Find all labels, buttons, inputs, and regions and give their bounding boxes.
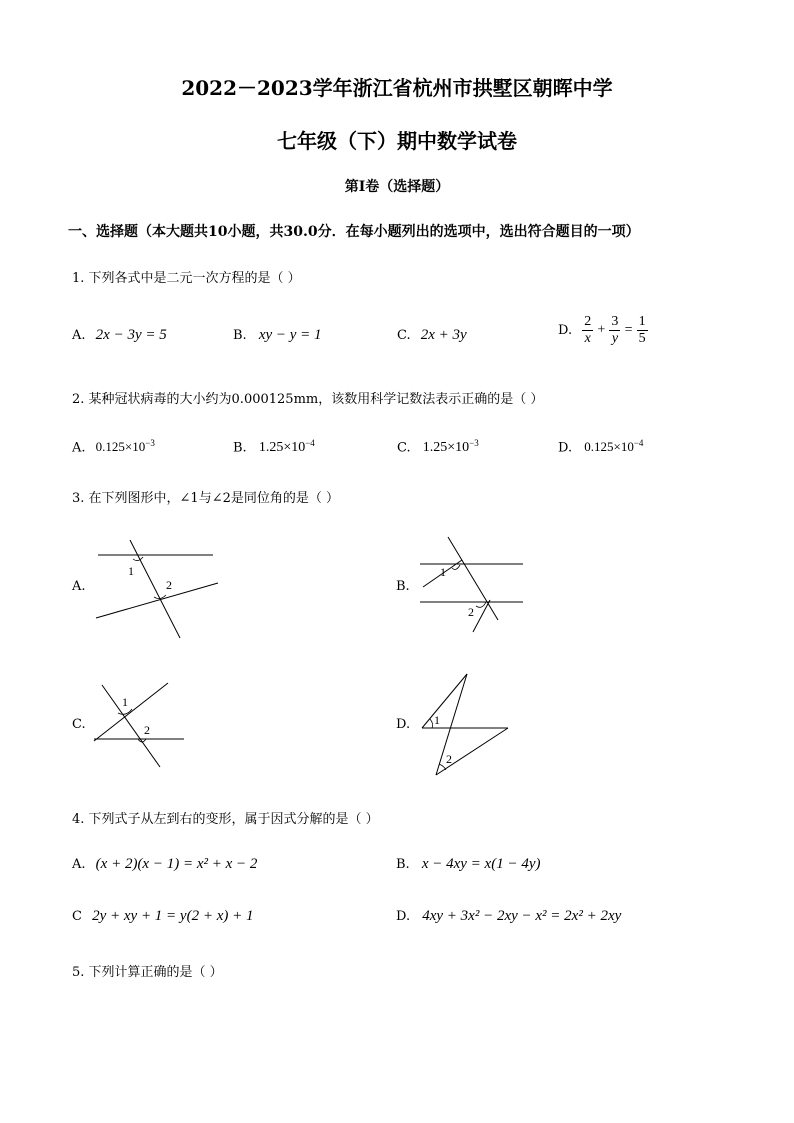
q1-option-c[interactable] bbox=[397, 327, 467, 344]
option-label: B. bbox=[233, 440, 247, 456]
q1-option-a[interactable] bbox=[72, 327, 167, 344]
fraction-2-over-x: $\frac{2}{x}$ bbox=[584, 314, 592, 346]
option-label: D. bbox=[558, 323, 573, 338]
option-label: A. bbox=[72, 440, 86, 456]
angle-1-label: 1 bbox=[434, 713, 440, 727]
q2-option-b-exp: −4 bbox=[305, 438, 315, 448]
q4-option-a-expr: (x + 2)(x − 1) = x² + x − 2 bbox=[95, 856, 258, 872]
angle-1-label: 1 bbox=[440, 565, 446, 579]
q2-option-b[interactable] bbox=[233, 438, 315, 456]
q1-option-b[interactable] bbox=[233, 327, 322, 344]
q3-figure-b bbox=[410, 532, 530, 638]
angle-2-label: 2 bbox=[144, 723, 150, 737]
question-4-stem: 4. 下列式子从左到右的变形，属于因式分解的是（ ） bbox=[72, 812, 379, 827]
option-label: C. bbox=[397, 328, 411, 343]
section-heading: 一、选择题（本大题共10小题，共30.0分．在每小题列出的选项中，选出符合题目的一项） bbox=[68, 224, 640, 240]
q3-option-b-label[interactable]: B. bbox=[396, 579, 410, 594]
q3-option-a-label[interactable]: A. bbox=[72, 579, 86, 594]
q1-option-d[interactable] bbox=[558, 314, 648, 347]
q2-option-a-exp: −3 bbox=[145, 438, 155, 448]
question-3-stem: 3. 在下列图形中，∠1与∠2是同位角的是（ ） bbox=[72, 491, 339, 506]
q2-option-c-exp: −3 bbox=[469, 438, 479, 448]
fraction-1-over-5: $\frac{1}{5}$ bbox=[638, 314, 646, 346]
q4-option-c-expr: 2y + xy + 1 = y(2 + x) + 1 bbox=[92, 908, 254, 924]
question-5-stem: 5. 下列计算正确的是（ ） bbox=[72, 965, 223, 980]
option-label: B. bbox=[396, 857, 410, 872]
question-2-stem: 2. 某种冠状病毒的大小约为0.000125mm，该数用科学记数法表示正确的是（ ） bbox=[72, 392, 544, 407]
q4-option-b-expr: x − 4xy = x(1 − 4y) bbox=[421, 856, 541, 872]
q2-option-a[interactable] bbox=[72, 438, 155, 455]
option-label: A. bbox=[72, 857, 86, 872]
option-label: D. bbox=[558, 440, 573, 456]
q4-option-c[interactable] bbox=[72, 908, 253, 925]
q1-option-b-expr: xy − y = 1 bbox=[258, 327, 322, 343]
q2-option-d[interactable] bbox=[558, 438, 643, 455]
exam-title-line1: 2022－2023学年浙江省杭州市拱墅区朝晖中学 bbox=[181, 76, 613, 100]
q4-option-b[interactable] bbox=[396, 856, 540, 873]
fraction-3-over-y: $\frac{3}{y}$ bbox=[611, 314, 619, 346]
q2-option-c[interactable] bbox=[397, 438, 479, 456]
option-label: C. bbox=[397, 440, 411, 456]
q2-option-a-base: 0.125×10 bbox=[95, 439, 146, 455]
q1-option-a-expr: 2x − 3y = 5 bbox=[95, 327, 167, 343]
q3-figure-a bbox=[90, 535, 220, 645]
angle-2-label: 2 bbox=[468, 605, 474, 619]
option-label: D. bbox=[396, 909, 411, 924]
q1-option-c-expr: 2x + 3y bbox=[420, 327, 467, 343]
q3-option-c-label[interactable]: C. bbox=[72, 717, 86, 732]
angle-2-label: 2 bbox=[166, 578, 172, 592]
angle-1-label: 1 bbox=[128, 564, 134, 578]
question-1-stem: 1. 下列各式中是二元一次方程的是（ ） bbox=[72, 271, 301, 286]
angle-2-label: 2 bbox=[446, 752, 452, 766]
q4-option-a[interactable] bbox=[72, 856, 257, 873]
q3-figure-d bbox=[412, 670, 522, 780]
q2-option-d-exp: −4 bbox=[633, 438, 644, 448]
q4-option-d-expr: 4xy + 3x² − 2xy − x² = 2x² + 2xy bbox=[422, 908, 622, 924]
q4-option-d[interactable] bbox=[396, 908, 621, 925]
q2-option-c-base: 1.25×10 bbox=[422, 440, 470, 456]
volume-heading: 第I卷（选择题） bbox=[344, 179, 450, 195]
q3-figure-c bbox=[88, 677, 188, 771]
angle-1-label: 1 bbox=[122, 695, 128, 709]
option-label: C bbox=[72, 909, 82, 924]
option-label: B. bbox=[233, 328, 247, 343]
q2-option-b-base: 1.25×10 bbox=[258, 440, 306, 456]
q3-option-d-label[interactable]: D. bbox=[396, 717, 411, 732]
equals-sign: = bbox=[624, 322, 633, 338]
exam-title-line2: 七年级（下）期中数学试卷 bbox=[277, 129, 517, 153]
option-label: A. bbox=[72, 328, 86, 343]
q2-option-d-base: 0.125×10 bbox=[584, 439, 634, 455]
plus-sign: + bbox=[597, 322, 606, 338]
